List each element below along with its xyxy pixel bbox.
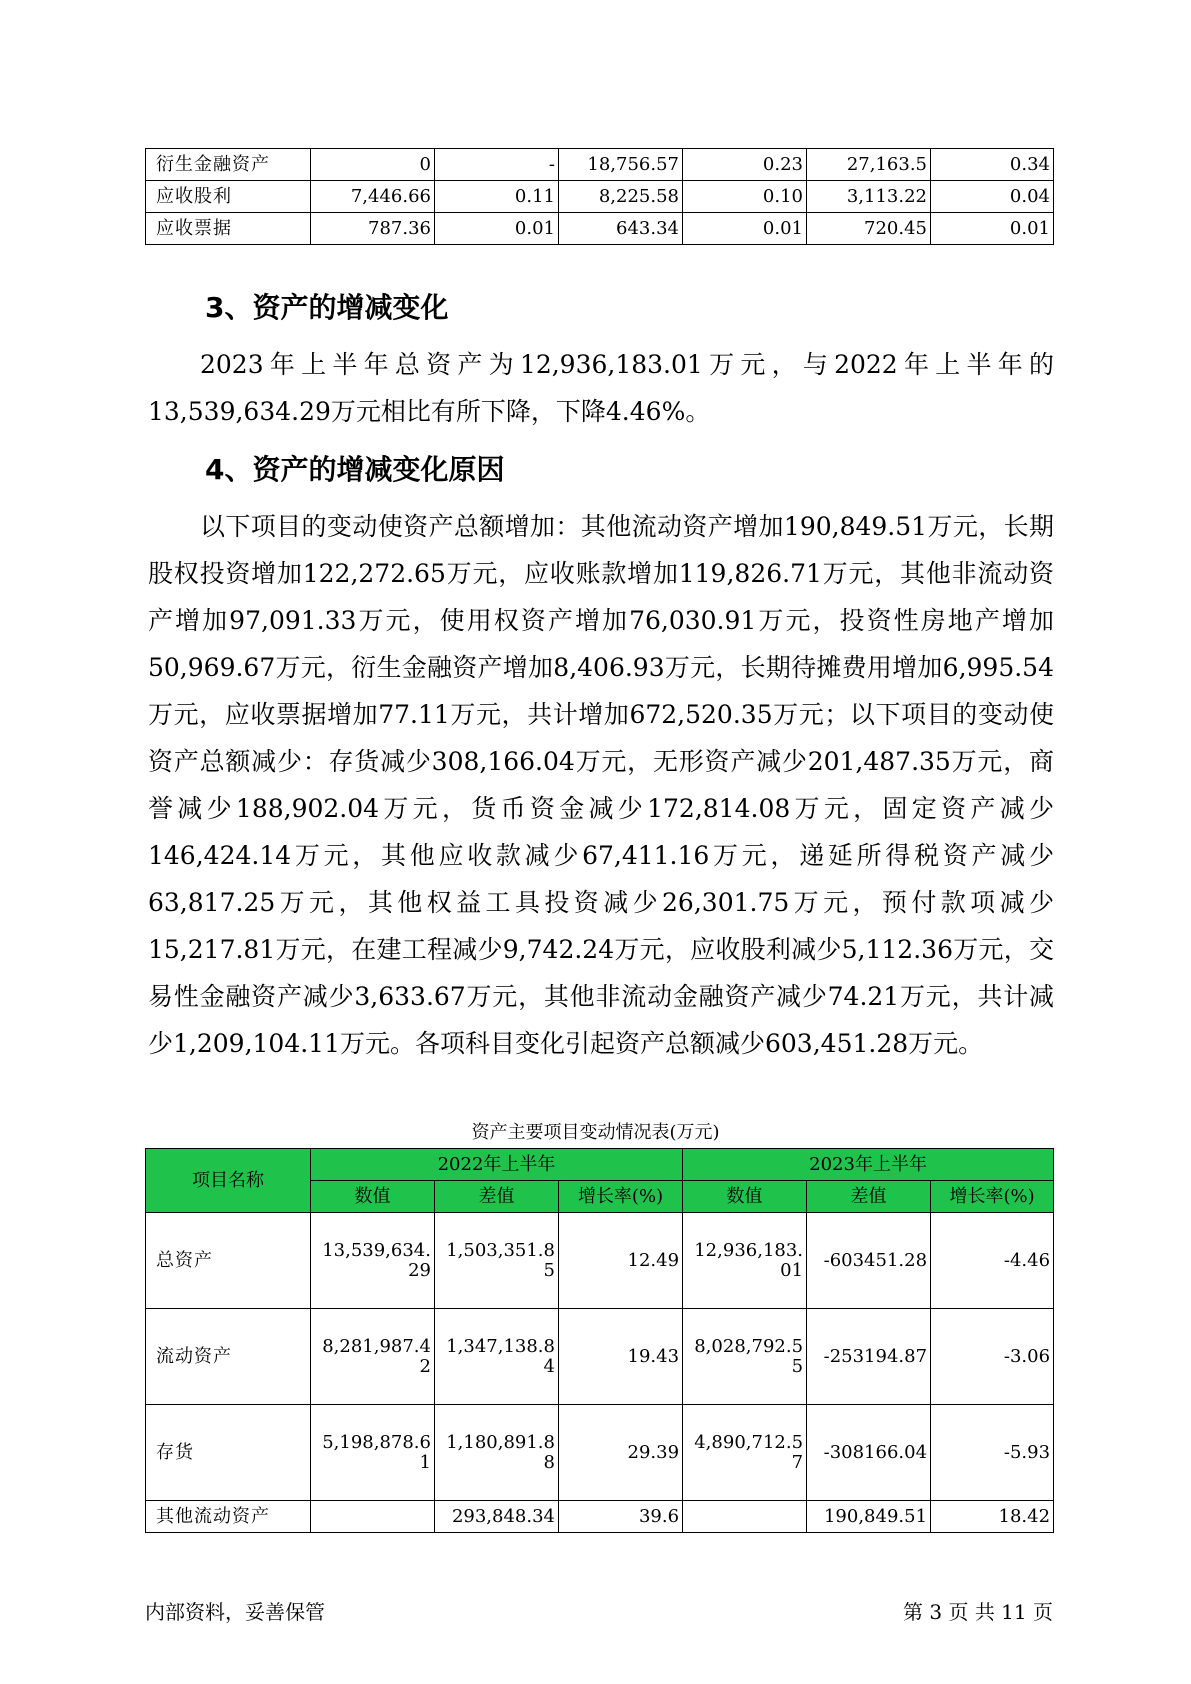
table-cell	[683, 1501, 807, 1533]
footer-confidential-note: 内部资料，妥善保管	[145, 1600, 325, 1624]
row-label: 衍生金融资产	[146, 149, 311, 181]
table-cell: 8,028,792.55	[683, 1309, 807, 1405]
column-header: 数值	[311, 1181, 435, 1213]
table-cell: 1,180,891.88	[435, 1405, 559, 1501]
table-cell: 7,446.66	[311, 181, 435, 213]
asset-detail-table	[145, 148, 1054, 245]
table-row	[146, 1309, 1054, 1405]
section-paragraph: 以下项目的变动使资产总额增加：其他流动资产增加190,849.51万元，长期股权投资增加122,272.65万元，应收账款增加119,826.71万元，其他非流动资产增加97,091.33万元，使用权资产增加76,030.91万元，投资性房地产增加50,969.67万元，衍生金融资产增加8,406.93万元，长期待摊费用增加6,995.54万元，应收票据增加77.11万元，共计增加672,520.35万元；以下项目的变动使资产总额减少：存货减少308,166.04万元，无形资产减少201,487.35万元，商誉减少188,902.04万元，货币资金减少172,814.08万元，固定资产减少146,424.14万元，其他应收款减少67,411.16万元，递延所得税资产减少63,817.25万元，其他权益工具投资减少26,301.75万元，预付款项减少15,217.81万元，在建工程减少9,742.24万元，应收股利减少5,112.36万元，交易性金融资产减少3,633.67万元，其他非流动金融资产减少74.21万元，共计减少1,209,104.11万元。各项科目变化引起资产总额减少603,451.28万元。	[148, 512, 1054, 1058]
table-cell: -603451.28	[807, 1213, 931, 1309]
table-cell: 1,347,138.84	[435, 1309, 559, 1405]
row-label: 应收股利	[146, 181, 311, 213]
table-cell: 0.11	[435, 181, 559, 213]
table-cell: 643.34	[559, 213, 683, 245]
table-cell: 0.01	[931, 213, 1054, 245]
table-cell: -308166.04	[807, 1405, 931, 1501]
table-cell: 720.45	[807, 213, 931, 245]
table-cell: 0.34	[931, 149, 1054, 181]
table-cell: 8,281,987.42	[311, 1309, 435, 1405]
table-cell: -253194.87	[807, 1309, 931, 1405]
table-cell: 29.39	[559, 1405, 683, 1501]
table-cell: 12,936,183.01	[683, 1213, 807, 1309]
column-header: 2023年上半年	[683, 1149, 1054, 1181]
asset-change-table	[145, 1148, 1054, 1533]
table-row	[146, 149, 1054, 181]
table-cell: -5.93	[931, 1405, 1054, 1501]
table-cell: 5,198,878.61	[311, 1405, 435, 1501]
table-cell: 1,503,351.85	[435, 1213, 559, 1309]
table-cell: 19.43	[559, 1309, 683, 1405]
table-row	[146, 1405, 1054, 1501]
row-label: 存货	[146, 1405, 311, 1501]
table-cell: 293,848.34	[435, 1501, 559, 1533]
row-label: 其他流动资产	[146, 1501, 311, 1533]
column-header: 差值	[807, 1181, 931, 1213]
table-cell: 13,539,634.29	[311, 1213, 435, 1309]
table-cell: -3.06	[931, 1309, 1054, 1405]
table-row	[146, 1501, 1054, 1533]
column-header: 项目名称	[146, 1149, 311, 1213]
table-cell	[311, 1501, 435, 1533]
table-cell: 18,756.57	[559, 149, 683, 181]
section-paragraph: 2023年上半年总资产为12,936,183.01万元，与2022年上半年的13,539,634.29万元相比有所下降，下降4.46%。	[148, 350, 1054, 426]
table-cell: 12.49	[559, 1213, 683, 1309]
row-label: 流动资产	[146, 1309, 311, 1405]
table-row	[146, 181, 1054, 213]
table-cell: 27,163.5	[807, 149, 931, 181]
table-cell: -	[435, 149, 559, 181]
table-cell: 18.42	[931, 1501, 1054, 1533]
table-cell: 0.01	[435, 213, 559, 245]
column-header: 增长率(%)	[559, 1181, 683, 1213]
table-cell: 190,849.51	[807, 1501, 931, 1533]
table-row	[146, 213, 1054, 245]
table-cell: 0.04	[931, 181, 1054, 213]
column-header: 数值	[683, 1181, 807, 1213]
table-caption: 资产主要项目变动情况表(万元)	[471, 1122, 720, 1143]
table-cell: 787.36	[311, 213, 435, 245]
table-cell: 0.23	[683, 149, 807, 181]
section-heading: 3、资产的增减变化	[205, 291, 449, 324]
page-number: 第 3 页 共 11 页	[903, 1600, 1053, 1624]
column-header: 增长率(%)	[931, 1181, 1054, 1213]
table-cell: 0.10	[683, 181, 807, 213]
section-heading: 4、资产的增减变化原因	[205, 453, 505, 486]
row-label: 总资产	[146, 1213, 311, 1309]
table-cell: 4,890,712.57	[683, 1405, 807, 1501]
table-cell: 8,225.58	[559, 181, 683, 213]
table-cell: 0	[311, 149, 435, 181]
row-label: 应收票据	[146, 213, 311, 245]
table-cell: 39.6	[559, 1501, 683, 1533]
table-cell: 3,113.22	[807, 181, 931, 213]
column-header: 2022年上半年	[311, 1149, 683, 1181]
table-header-row	[146, 1149, 1054, 1181]
column-header: 差值	[435, 1181, 559, 1213]
table-cell: 0.01	[683, 213, 807, 245]
table-row	[146, 1213, 1054, 1309]
table-cell: -4.46	[931, 1213, 1054, 1309]
